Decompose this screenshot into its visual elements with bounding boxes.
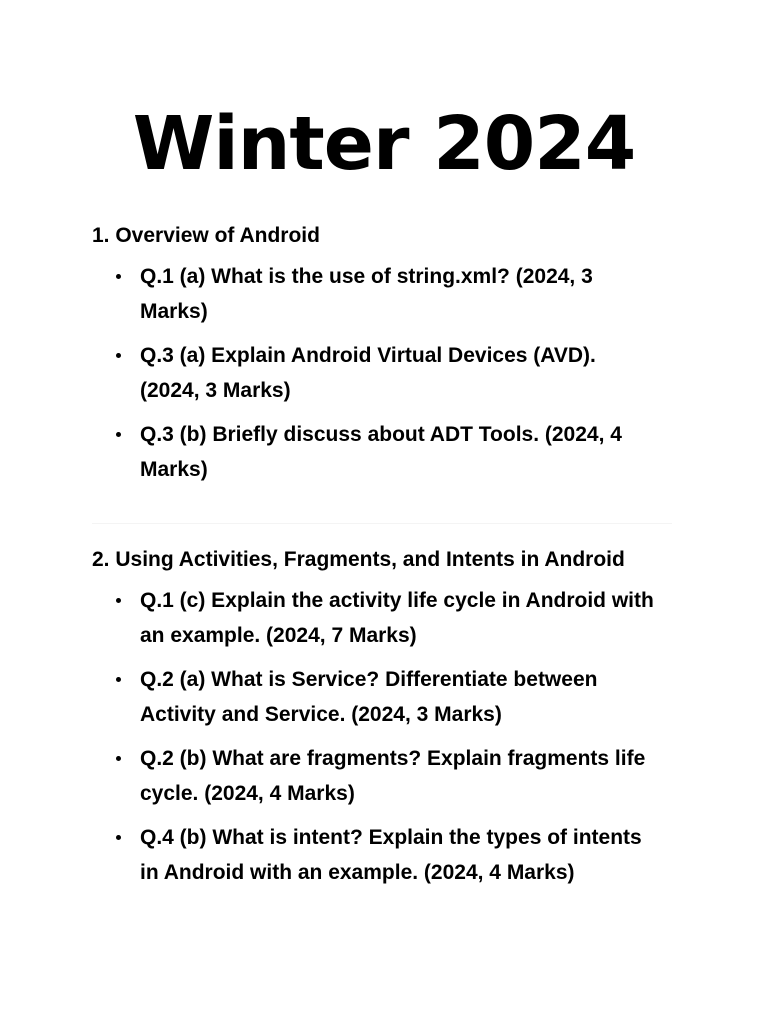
question-item [92, 417, 660, 487]
bullet-icon [116, 432, 121, 437]
question-text: Q.2 (b) What are fragments? Explain fragments life cycle. (2024, 4 Marks) [140, 747, 646, 805]
question-list [92, 583, 682, 890]
question-item [92, 662, 660, 732]
question-item [92, 741, 660, 811]
question-item [92, 338, 660, 408]
section-heading: 2. Using Activities, Fragments, and Intents in Android [92, 548, 625, 571]
question-item [92, 820, 660, 890]
bullet-icon [116, 598, 121, 603]
question-item [92, 583, 660, 653]
question-list [92, 259, 682, 487]
question-text: Q.4 (b) What is intent? Explain the types of intents in Android with an example. (2024, 4 Marks) [140, 826, 642, 884]
question-item [92, 259, 660, 329]
question-text: Q.3 (a) Explain Android Virtual Devices (AVD). (2024, 3 Marks) [140, 344, 596, 402]
bullet-icon [116, 677, 121, 682]
section-heading: 1. Overview of Android [92, 224, 320, 247]
bullet-icon [116, 274, 121, 279]
bullet-icon [116, 353, 121, 358]
page-title: Winter 2024 [132, 101, 636, 187]
bullet-icon [116, 756, 121, 761]
question-text: Q.1 (c) Explain the activity life cycle in Android with an example. (2024, 7 Marks) [140, 589, 654, 647]
section-overview-of-android [92, 222, 682, 496]
question-text: Q.3 (b) Briefly discuss about ADT Tools. (2024, 4 Marks) [140, 423, 622, 481]
question-text: Q.1 (a) What is the use of string.xml? (2024, 3 Marks) [140, 265, 593, 323]
question-text: Q.2 (a) What is Service? Differentiate between Activity and Service. (2024, 3 Marks) [140, 668, 598, 726]
section-activities-fragments-intents [92, 546, 682, 899]
bullet-icon [116, 835, 121, 840]
section-divider [92, 523, 672, 524]
